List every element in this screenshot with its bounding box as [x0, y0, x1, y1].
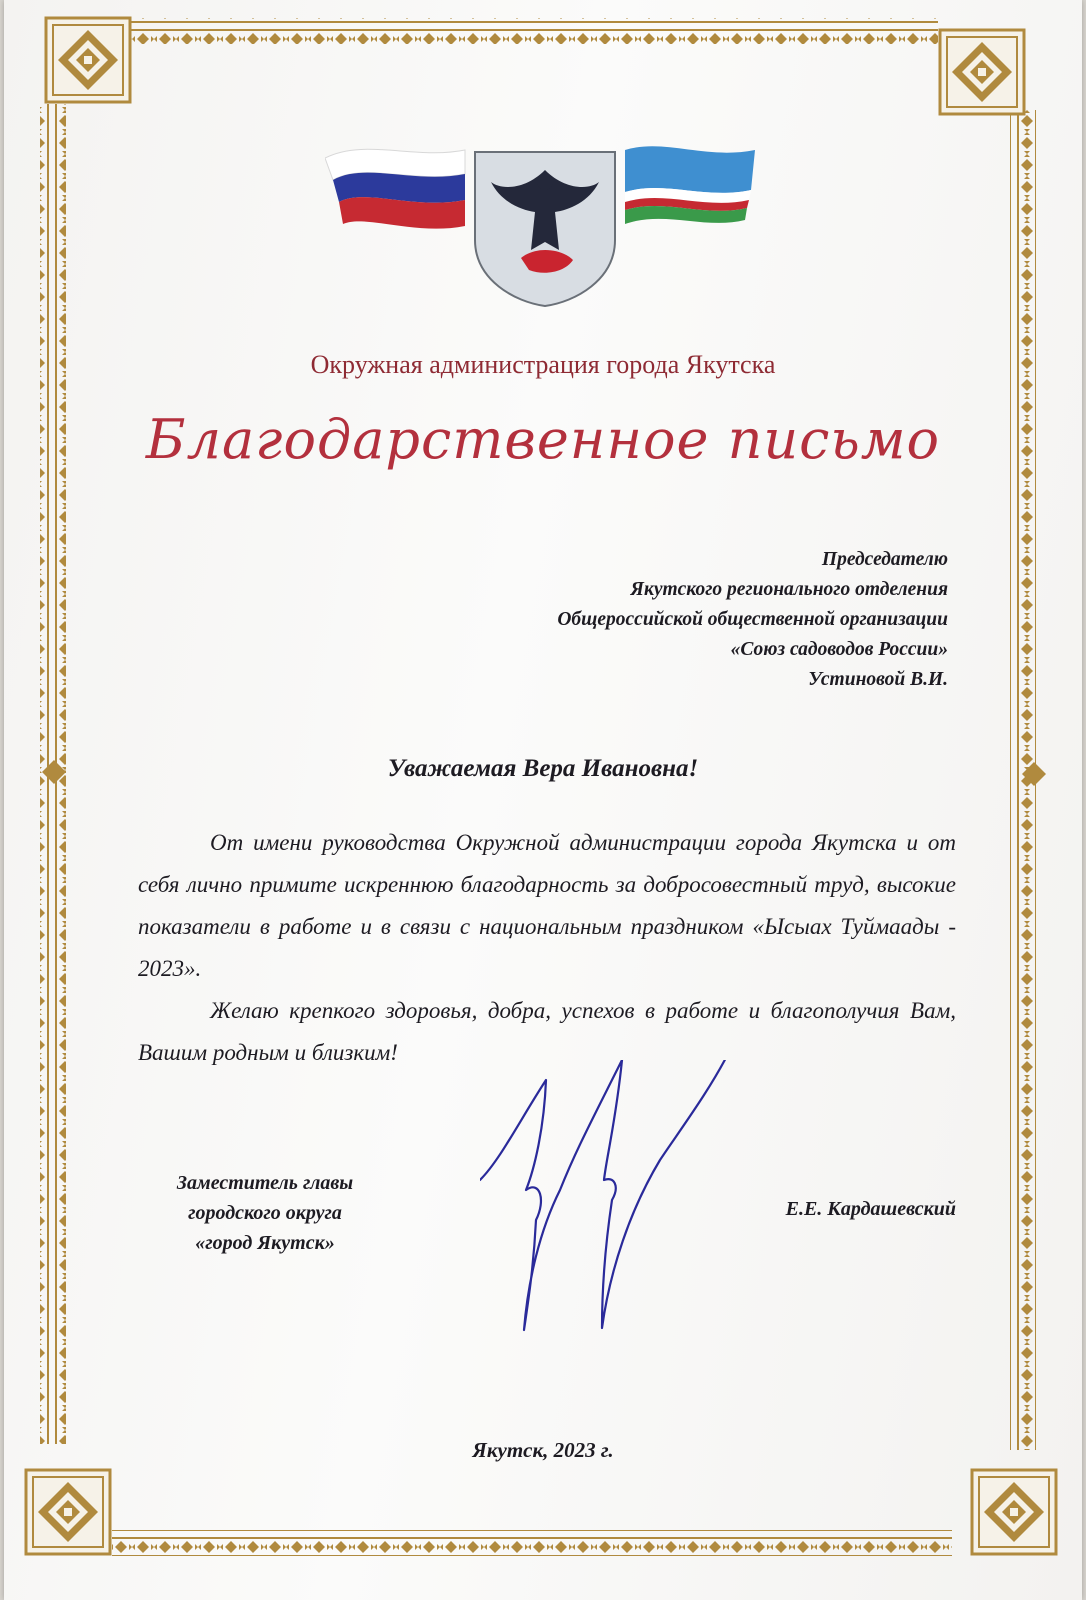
- coat-of-arms-emblem: [325, 130, 765, 310]
- addressee-line: Общероссийской общественной организации: [557, 609, 948, 630]
- position-line: городского округа: [188, 1202, 342, 1224]
- organization-name: Окружная администрация города Якутска: [310, 350, 776, 379]
- document-title: Благодарственное письмо: [145, 408, 941, 471]
- addressee-line: Устиновой В.И.: [808, 669, 948, 690]
- signatory-name: Е.Е. Кардашевский: [785, 1198, 956, 1220]
- handwritten-signature: [480, 1060, 750, 1340]
- addressee-line: Якутского регионального отделения: [630, 579, 948, 600]
- addressee-block: [428, 545, 948, 695]
- body-paragraph: От имени руководства Окружной администрации города Якутска и от себя лично примите искреннюю благодарность за добросовестный труд, высокие показатели в работе и в связи с национальным праздником «Ысыах Туймаады - 2023».: [138, 830, 956, 981]
- place-and-date: Якутск, 2023 г.: [472, 1438, 614, 1462]
- signatory-position: [140, 1168, 390, 1258]
- addressee-line: «Союз садоводов России»: [730, 639, 948, 660]
- coat-of-arms-icon: [475, 152, 615, 306]
- addressee-line: Председателю: [821, 549, 948, 570]
- position-line: «город Якутск»: [195, 1232, 335, 1254]
- position-line: Заместитель главы: [176, 1172, 354, 1194]
- body-paragraph: Желаю крепкого здоровья, добра, успехов в работе и благополучия Вам, Вашим родным и близким!: [138, 998, 956, 1065]
- letter-body: [138, 822, 956, 1074]
- yakutia-flag-ribbon-icon: [625, 146, 755, 224]
- greeting: Уважаемая Вера Ивановна!: [387, 755, 699, 782]
- russia-flag-ribbon-icon: [325, 149, 465, 228]
